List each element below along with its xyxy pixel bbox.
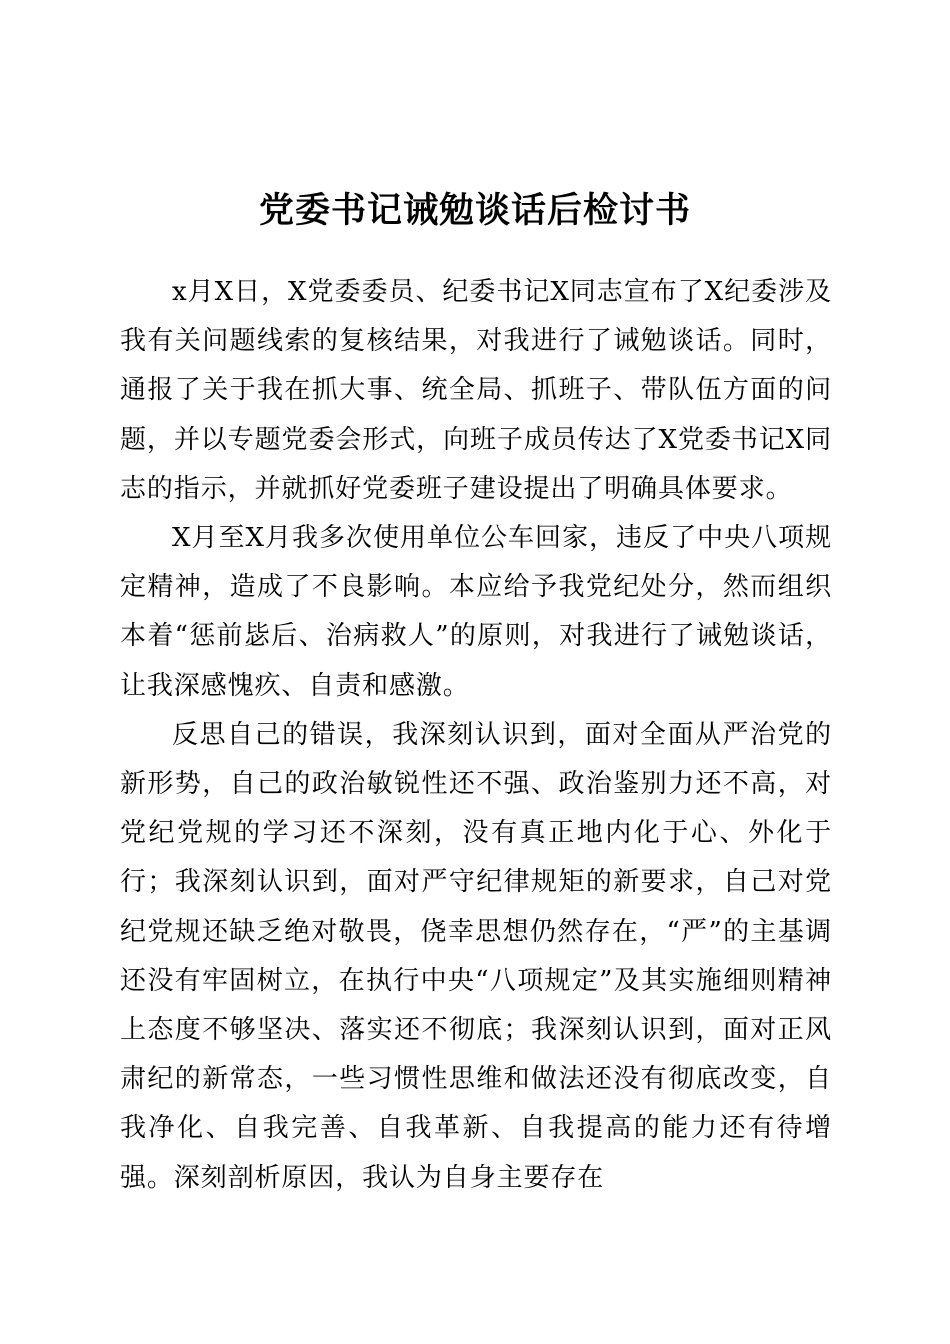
document-title: 党委书记诫勉谈话后检讨书	[258, 190, 691, 231]
document-body	[120, 268, 832, 1203]
paragraph-1: x月X日，X党委委员、纪委书记X同志宣布了X纪委涉及我有关问题线索的复核结果，对我进行了诫勉谈话。同时，通报了关于我在抓大事、统全局、抓班子、带队伍方面的问题，并以专题党委会形式，向班子成员传达了X党委书记X同志的指示，并就抓好党委班子建设提出了明确具体要求。	[120, 277, 832, 504]
paragraph-2: X月至X月我多次使用单位公车回家，违反了中央八项规定精神，造成了不良影响。本应给予我党纪处分，然而组织本着“惩前毖后、治病救人”的原则，对我进行了诫勉谈话，让我深感愧疚、自责和感激。	[120, 523, 832, 701]
paragraph-3: 反思自己的错误，我深刻认识到，面对全面从严治党的新形势，自己的政治敏锐性还不强、政治鉴别力还不高，对党纪党规的学习还不深刻，没有真正地内化于心、外化于行；我深刻认识到，面对严守纪律规矩的新要求，自己对党纪党规还缺乏绝对敬畏，侥幸思想仍然存在，“严”的主基调还没有牢固树立，在执行中央“八项规定”及其实施细则精神上态度不够坚决、落实还不彻底；我深刻认识到，面对正风肃纪的新常态，一些习惯性思维和做法还没有彻底改变，自我净化、自我完善、自我革新、自我提高的能力还有待增强。深刻剖析原因，我认为自身主要存在	[120, 719, 832, 1193]
